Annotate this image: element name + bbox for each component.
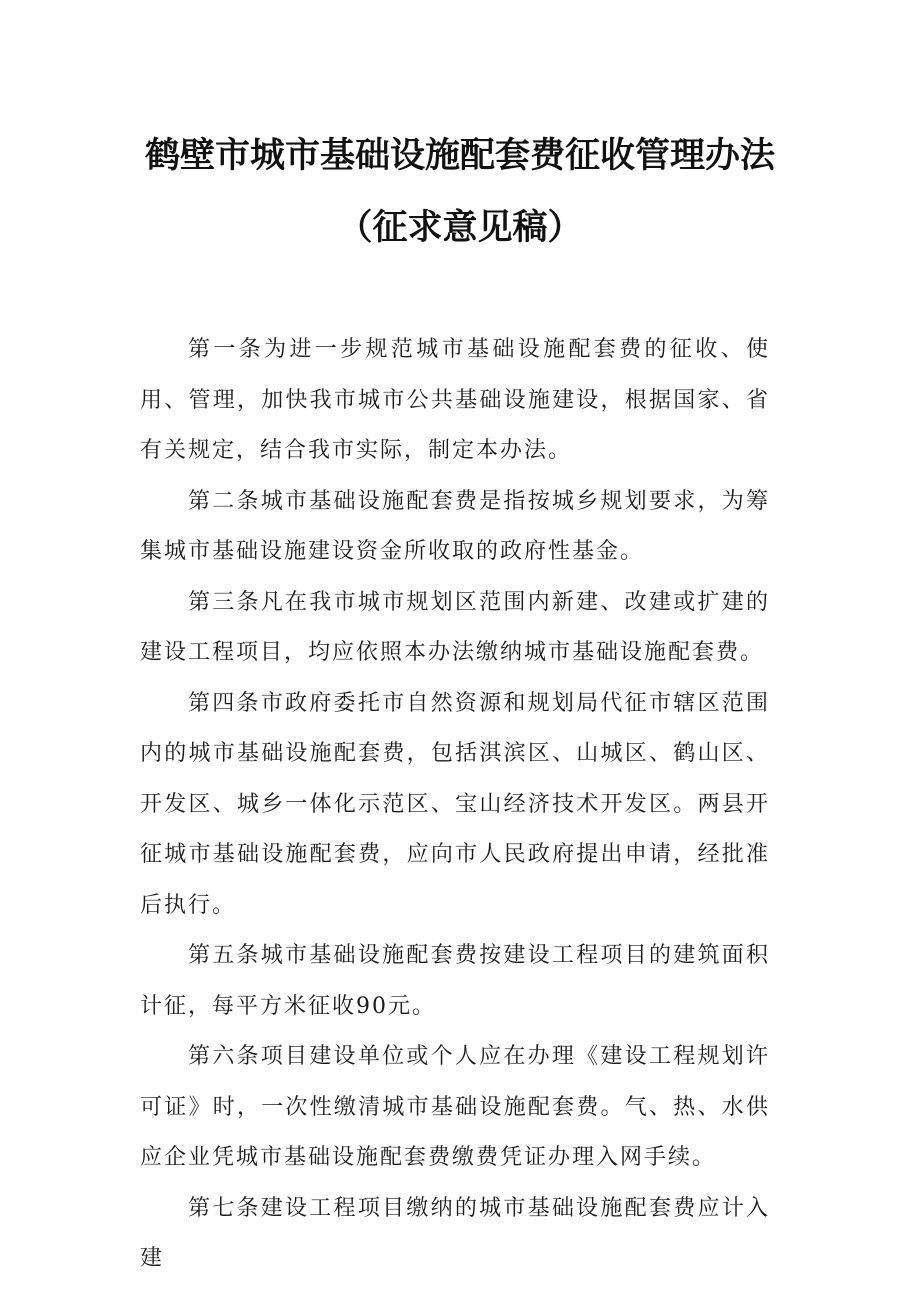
document-body xyxy=(140,325,770,1285)
article-6: 第六条项目建设单位或个人应在办理《建设工程规划许可证》时，一次性缴清城市基础设施配套费。气、热、水供应企业凭城市基础设施配套费缴费凭证办理入网手续。 xyxy=(140,1044,770,1170)
article-5: 第五条城市基础设施配套费按建设工程项目的建筑面积计征，每平方米征收90元。 xyxy=(140,943,770,1019)
article-4: 第四条市政府委托市自然资源和规划局代征市辖区范围内的城市基础设施配套费，包括淇滨区、山城区、鹤山区、开发区、城乡一体化示范区、宝山经济技术开发区。两县开征城市基础设施配套费，应向市人民政府提出申请，经批准后执行。 xyxy=(140,690,770,918)
document-title: 鹤壁市城市基础设施配套费征收管理办法 xyxy=(144,136,775,176)
article-3: 第三条凡在我市城市规划区范围内新建、改建或扩建的建设工程项目，均应依照本办法缴纳城市基础设施配套费。 xyxy=(140,589,770,665)
article-1: 第一条为进一步规范城市基础设施配套费的征收、使用、管理，加快我市城市公共基础设施建设，根据国家、省有关规定，结合我市实际，制定本办法。 xyxy=(140,337,770,463)
article-7: 第七条建设工程项目缴纳的城市基础设施配套费应计入建 xyxy=(140,1195,770,1271)
document-subtitle: （征求意见稿） xyxy=(337,208,583,248)
article-2: 第二条城市基础设施配套费是指按城乡规划要求，为筹集城市基础设施建设资金所收取的政府性基金。 xyxy=(140,488,770,564)
